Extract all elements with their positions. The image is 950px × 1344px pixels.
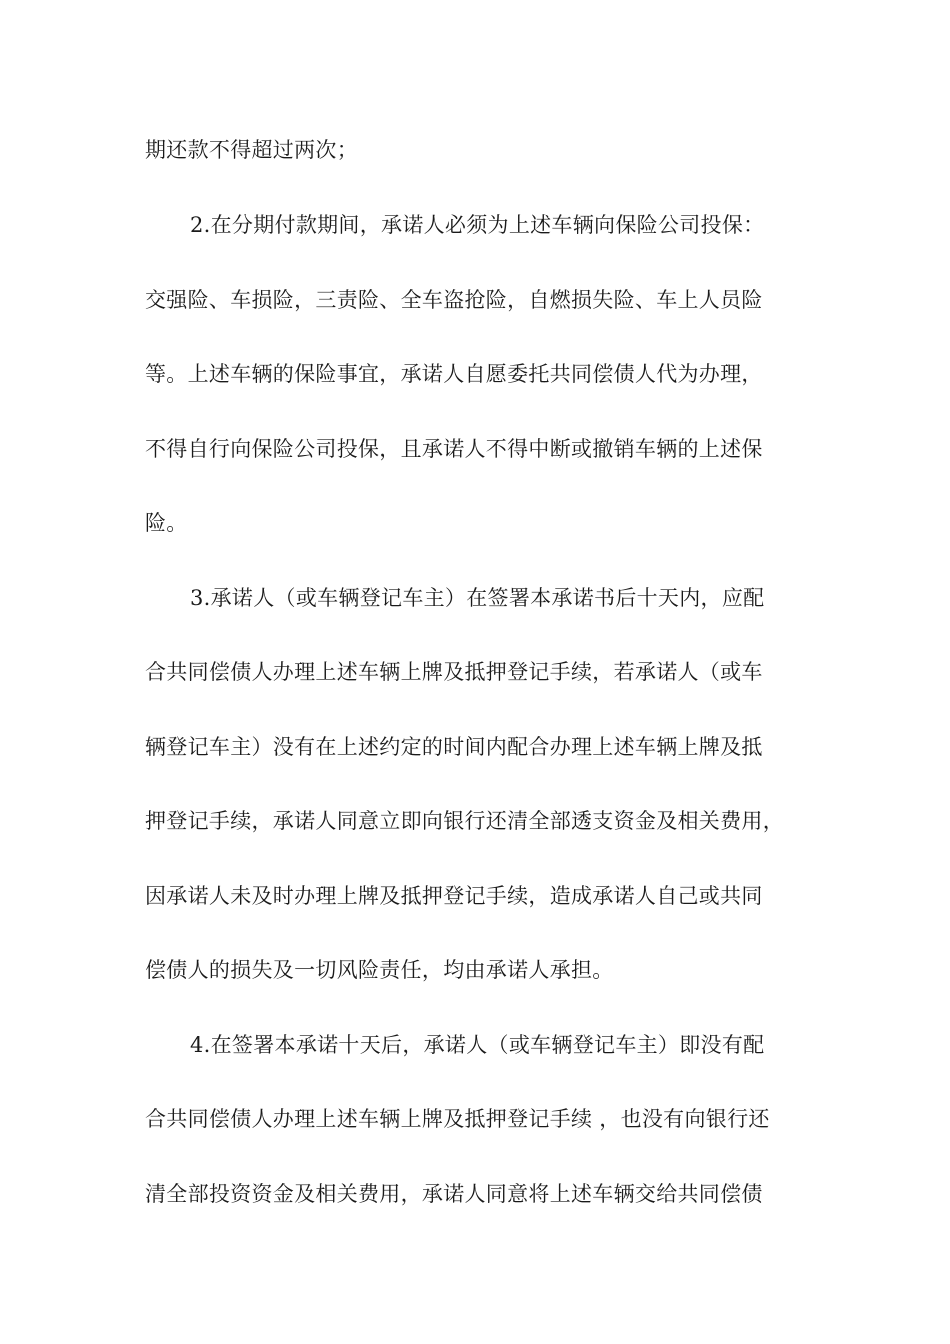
text-line: 4.在签署本承诺十天后，承诺人（或车辆登记车主）即没有配 <box>190 1033 765 1057</box>
text-line: 等。上述车辆的保险事宜，承诺人自愿委托共同偿债人代为办理， <box>145 362 763 386</box>
text-line: 辆登记车主）没有在上述约定的时间内配合办理上述车辆上牌及抵 <box>145 735 763 759</box>
text-line: 交强险、车损险，三责险、全车盗抢险，自燃损失险、车上人员险 <box>145 288 763 312</box>
text-line: 3.承诺人（或车辆登记车主）在签署本承诺书后十天内，应配 <box>190 586 765 610</box>
text-line: 2.在分期付款期间，承诺人必须为上述车辆向保险公司投保： <box>190 213 765 237</box>
text-line: 不得自行向保险公司投保，且承诺人不得中断或撤销车辆的上述保 <box>145 437 763 461</box>
text-line: 偿债人的损失及一切风险责任，均由承诺人承担。 <box>145 958 614 982</box>
text-line: 合共同偿债人办理上述车辆上牌及抵押登记手续 ，也没有向银行还 <box>145 1107 770 1131</box>
text-line: 因承诺人未及时办理上牌及抵押登记手续，造成承诺人自己或共同 <box>145 884 763 908</box>
text-line: 险。 <box>145 511 188 535</box>
text-line: 清全部投资资金及相关费用，承诺人同意将上述车辆交给共同偿债 <box>145 1182 763 1206</box>
text-line: 期还款不得超过两次； <box>145 138 358 162</box>
text-line: 合共同偿债人办理上述车辆上牌及抵押登记手续，若承诺人（或车 <box>145 660 763 684</box>
text-line: 押登记手续，承诺人同意立即向银行还清全部透支资金及相关费用， <box>145 809 784 833</box>
